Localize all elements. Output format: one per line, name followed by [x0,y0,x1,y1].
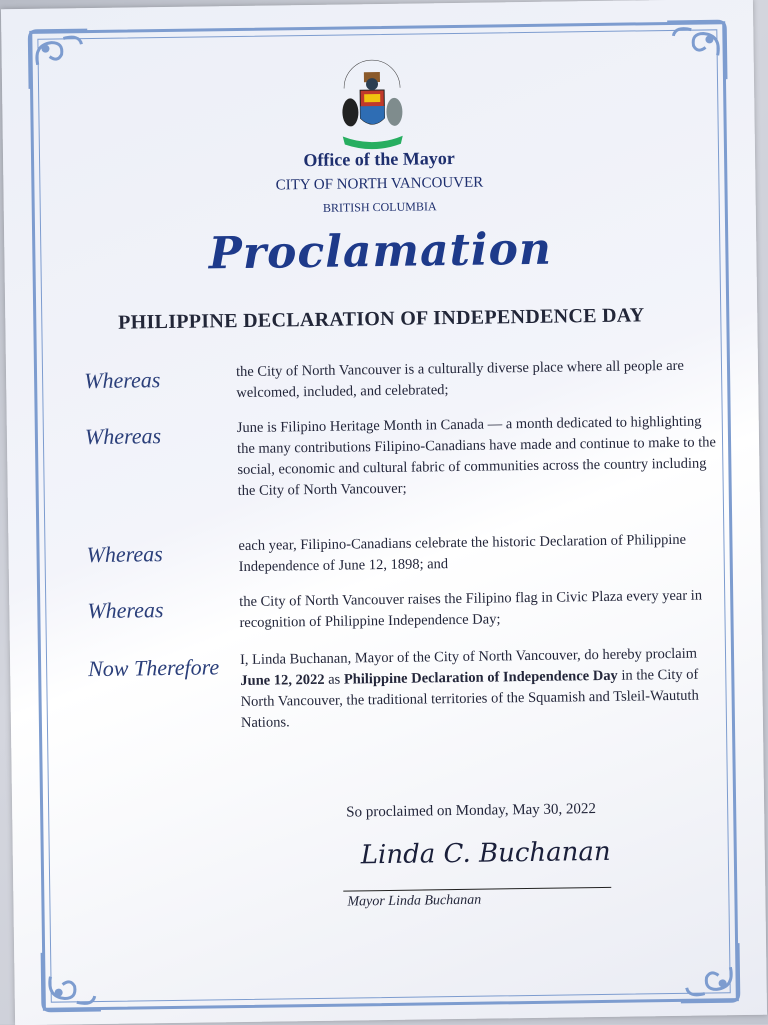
clause-label: Now Therefore [87,654,220,682]
clause-text-part: in the City of North Vancouver, the traditional territories of the Squamish and Tsleil-Waututh Nations. [240,666,699,732]
clause-text: the City of North Vancouver raises the Filipino flag in Civic Plaza every year in recognition of Philippine Independence Day; [239,587,703,632]
corner-ornament-icon [36,946,107,1017]
province-name: BRITISH COLUMBIA [322,199,437,215]
proclamation-paper [1,0,767,1025]
corner-ornament-icon [674,937,745,1008]
proclamation-heading: Proclamation [208,223,553,280]
clause-label: Whereas [86,541,163,568]
clause-text: the City of North Vancouver is a culturally diverse place where all people are welcomed, included, and celebrated; [235,357,684,402]
clause-text [240,643,721,734]
clause-label: Whereas [87,597,164,624]
signature: Linda C. Buchanan [360,836,611,871]
signatory-name: Mayor Linda Buchanan [347,892,482,910]
clause-label: Whereas [83,367,161,394]
clause-label: Whereas [84,423,162,450]
proclaimed-event: Philippine Declaration of Independence Day [343,667,618,688]
clause-text-part: as [324,671,344,688]
clause-text: each year, Filipino-Canadians celebrate the historic Declaration of Philippine Independence of June 12, 1898; and [238,531,687,576]
city-name: CITY OF NORTH VANCOUVER [275,174,484,194]
proclamation-title: PHILIPPINE DECLARATION OF INDEPENDENCE DAY [117,304,645,334]
corner-ornament-icon [23,24,94,95]
proclaimed-date-line: So proclaimed on Monday, May 30, 2022 [346,801,597,821]
city-crest-icon [334,58,411,153]
clause-text: June is Filipino Heritage Month in Canada — a month dedicated to highlighting the many contributions Filipino-Canadians have made and continue to make to the social, economic and cultural fabric of communities across the country including the City of North Vancouver; [236,413,716,500]
clause-text-part: I, Linda Buchanan, Mayor of the City of North Vancouver, do hereby proclaim [239,645,698,669]
proclaimed-date: June 12, 2022 [240,671,325,690]
office-title: Office of the Mayor [303,147,455,171]
corner-ornament-icon [661,15,732,86]
